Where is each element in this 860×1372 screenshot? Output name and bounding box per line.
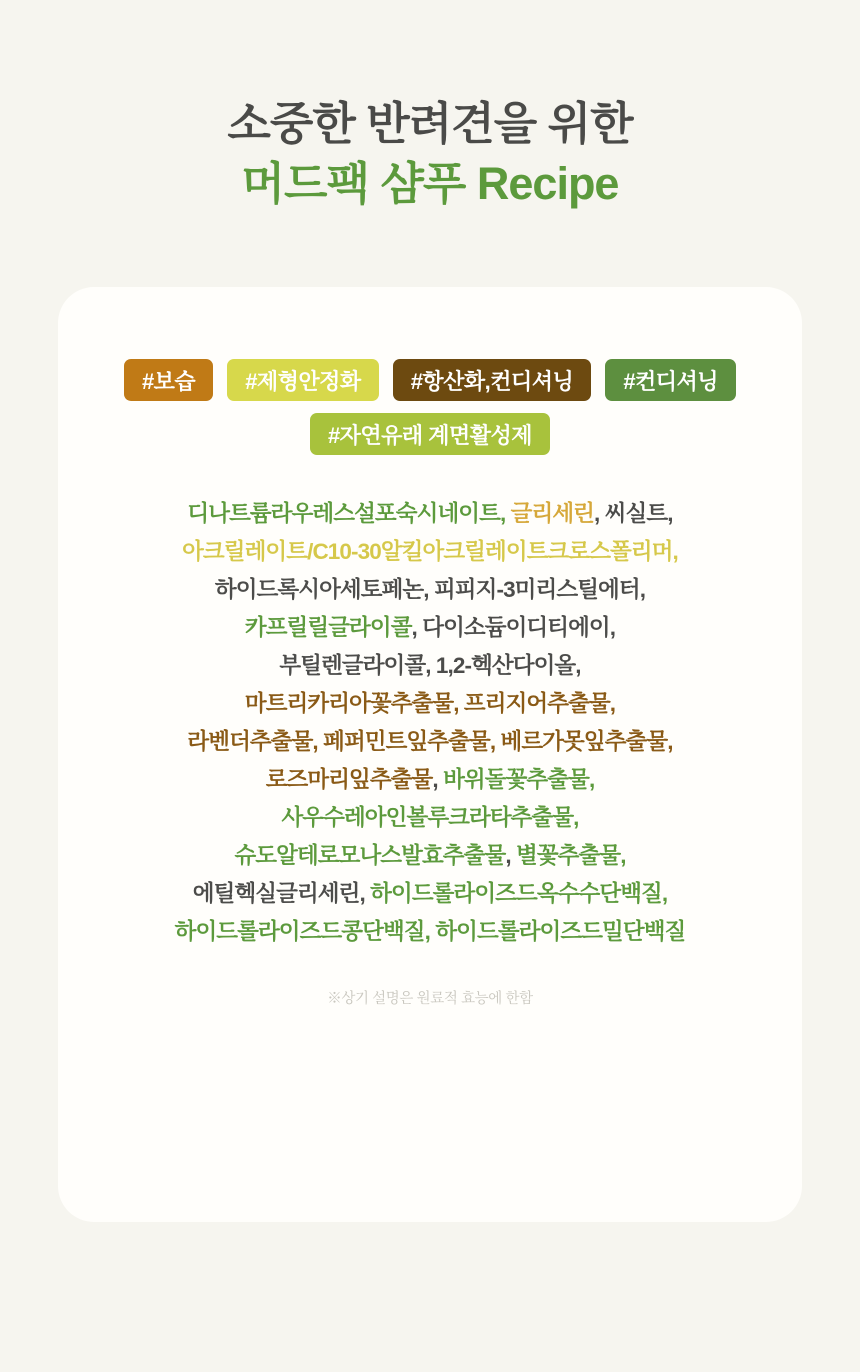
ingredient-segment: 하이드롤라이즈드콩단백질, 하이드롤라이즈드밀단백질 — [174, 919, 686, 944]
ingredient-line — [94, 495, 766, 533]
ingredient-line — [94, 685, 766, 723]
ingredient-segment: 아크릴레이트/C10-30알킬아크릴레이트크로스폴리머, — [182, 539, 678, 564]
ingredient-list — [58, 495, 802, 951]
ingredient-segment: 카프릴릴글라이콜 — [244, 615, 412, 640]
ingredient-segment: , — [594, 501, 605, 526]
ingredient-segment: , — [505, 843, 517, 868]
tag-item[interactable]: #컨디셔닝 — [605, 359, 736, 401]
ingredient-segment: 바위돌꽃추출물, — [443, 767, 595, 792]
ingredient-segment: 씨실트, — [604, 501, 673, 526]
ingredient-segment: 라벤더추출물, 페퍼민트잎추출물, 베르가못잎추출물, — [187, 729, 673, 754]
tag-item[interactable]: #자연유래 계면활성제 — [310, 413, 550, 455]
page-title — [0, 0, 860, 213]
tag-item[interactable]: #항산화,컨디셔닝 — [393, 359, 592, 401]
tag-item[interactable]: #보습 — [124, 359, 213, 401]
footnote: ※상기 설명은 원료적 효능에 한함 — [327, 991, 533, 1007]
ingredient-line — [94, 571, 766, 609]
ingredient-line — [94, 837, 766, 875]
ingredient-line — [94, 799, 766, 837]
ingredient-segment: 하이드록시아세토페논, 피피지-3미리스틸에터, — [214, 577, 646, 602]
ingredient-line — [94, 609, 766, 647]
ingredient-segment: 사우수레아인볼루크라타추출물, — [281, 805, 579, 830]
ingredient-line — [94, 723, 766, 761]
ingredient-segment: 글리세린 — [510, 501, 594, 526]
ingredient-segment: , — [432, 767, 444, 792]
title-line-2: 머드팩 샴푸 Recipe — [241, 158, 619, 210]
tag-list — [58, 287, 802, 455]
ingredient-segment: 부틸렌글라이콜, 1,2-헥산다이올, — [279, 653, 581, 678]
ingredient-segment: 마트리카리아꽃추출물, 프리지어추출물, — [244, 691, 616, 716]
ingredient-line — [94, 533, 766, 571]
ingredient-line — [94, 647, 766, 685]
ingredient-line — [94, 875, 766, 913]
title-line-1: 소중한 반려견을 위한 — [227, 98, 633, 149]
ingredient-segment: 에틸헥실글리세린, — [192, 881, 371, 906]
ingredient-line — [94, 913, 766, 951]
ingredient-segment: 로즈마리잎추출물 — [265, 767, 433, 792]
tag-item[interactable]: #제형안정화 — [227, 359, 379, 401]
ingredient-segment: 디나트륨라우레스설포숙시네이트, — [187, 501, 511, 526]
ingredient-line — [94, 761, 766, 799]
ingredient-card — [58, 287, 802, 1222]
ingredient-segment: 별꽃추출물, — [516, 843, 626, 868]
ingredient-segment: , 다이소듐이디티에이, — [411, 615, 616, 640]
ingredient-segment: 슈도알테로모나스발효추출물 — [234, 843, 506, 868]
ingredient-segment: 하이드롤라이즈드옥수수단백질, — [370, 881, 668, 906]
